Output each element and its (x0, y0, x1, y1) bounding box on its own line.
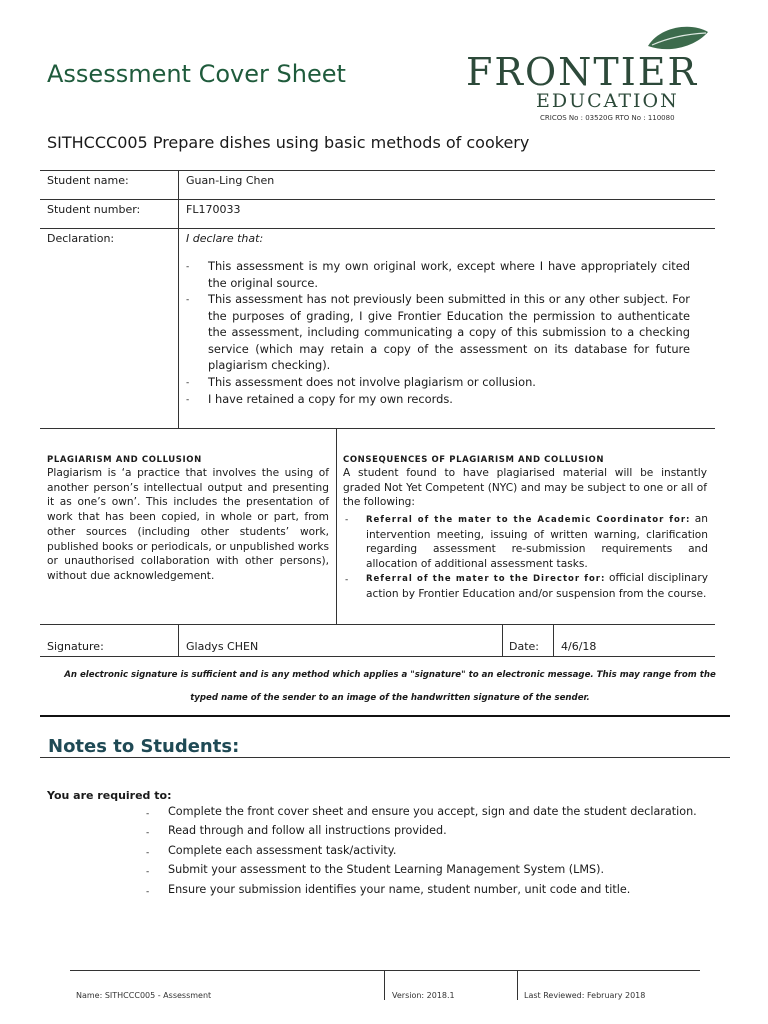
declaration-item: This assessment is my own original work, except where I have appropriately cited the original source. (208, 259, 690, 290)
note-item: Complete the front cover sheet and ensure you accept, sign and date the student declaration. (168, 805, 697, 818)
bullet: - (146, 809, 150, 819)
note-item: Read through and follow all instructions provided. (168, 824, 447, 837)
bullet: - (146, 848, 150, 858)
divider (517, 970, 518, 1000)
cricos-text: CRICOS No : 03520G RTO No : 110080 (540, 114, 675, 122)
note-item: Complete each assessment task/activity. (168, 844, 397, 857)
esignature-note: An electronic signature is sufficient and is any method which applies a "signature" to an electronic message. This may range from the (64, 670, 716, 680)
footer-version: Version: 2018.1 (392, 991, 455, 1000)
declaration-item: I have retained a copy for my own records. (208, 392, 453, 406)
note-item: Submit your assessment to the Student Learning Management System (LMS). (168, 863, 605, 876)
page-title: Assessment Cover Sheet (47, 60, 346, 88)
bullet: - (146, 867, 150, 877)
divider (40, 199, 715, 200)
signature-value: Gladys CHEN (186, 640, 259, 653)
logo-sub-text: EDUCATION (536, 90, 679, 112)
bullet: - (345, 515, 349, 525)
signature-label: Signature: (47, 640, 104, 653)
logo-main-text: FRONTIER (466, 50, 699, 94)
footer-name: Name: SITHCCC005 - Assessment (76, 991, 212, 1000)
student-number-label: Student number: (47, 203, 141, 216)
plagiarism-text: Plagiarism is ‘a practice that involves the using of another person’s intellectual output and presenting it as one’s own’. This includes the presentation of work that has been copied, in whole or part, from other sources (including other students’ work, published books or periodicals, or unpublished works or unauthorised collaboration with other persons), without due acknowledgement. (47, 467, 329, 582)
divider (502, 624, 503, 656)
bullet: - (146, 887, 150, 897)
note-item: Ensure your submission identifies your name, student number, unit code and title. (168, 883, 631, 896)
divider (553, 624, 554, 656)
divider (40, 228, 715, 229)
divider (178, 624, 179, 656)
required-heading: You are required to: (47, 789, 172, 802)
date-value: 4/6/18 (561, 640, 597, 653)
unit-name: Prepare dishes using basic methods of cookery (152, 133, 530, 152)
footer-divider (70, 970, 700, 971)
declaration-item: This assessment does not involve plagiarism or collusion. (208, 375, 536, 389)
consequence-item-coordinator (366, 512, 708, 571)
divider (336, 428, 337, 624)
divider (40, 656, 715, 657)
consequences-intro: A student found to have plagiarised material will be instantly graded Not Yet Competent (NYC) and may be subject to one or all of the following: (343, 467, 707, 509)
student-number-value: FL170033 (186, 203, 241, 216)
divider (178, 170, 179, 428)
unit-heading (47, 133, 529, 152)
bullet: - (186, 378, 190, 388)
student-name-value: Guan-Ling Chen (186, 174, 275, 187)
consequence-item-director (366, 571, 708, 601)
bullet: - (186, 395, 190, 405)
consequence-lead: Referral of the mater to the Academic Coordinator for: (366, 515, 691, 525)
divider (40, 170, 715, 171)
divider (40, 428, 715, 429)
declaration-item: This assessment has not previously been submitted in this or any other subject. For the purposes of grading, I give Frontier Education the permission to authenticate the assessment, including communicating a copy of this submission to a checking service (which may retain a copy of the assessment on its database for future plagiarism checking). (208, 292, 690, 373)
bullet: - (146, 828, 150, 838)
esignature-note: typed name of the sender to an image of the handwritten signature of the sender. (190, 693, 590, 703)
bullet: - (186, 262, 190, 272)
date-label: Date: (509, 640, 539, 653)
consequence-text: official disciplinary action by Frontier Education and/or suspension from the course. (366, 572, 708, 600)
unit-code: SITHCCC005 (47, 133, 148, 152)
notes-title: Notes to Students: (48, 736, 240, 757)
consequence-lead: Referral of the mater to the Director for: (366, 574, 606, 584)
divider (40, 757, 730, 758)
bullet: - (186, 295, 190, 305)
plagiarism-heading: PLAGIARISM AND COLLUSION (47, 455, 202, 465)
frontier-education-logo (462, 22, 730, 126)
declaration-label: Declaration: (47, 232, 115, 245)
divider (384, 970, 385, 1000)
bullet: - (345, 575, 349, 585)
footer-reviewed: Last Reviewed: February 2018 (524, 991, 646, 1000)
consequence-text: an intervention meeting, issuing of written warning, clarification regarding assessment re-submission requirements and allocation of additional assessment tasks. (366, 513, 708, 570)
consequences-heading: CONSEQUENCES OF PLAGIARISM AND COLLUSION (343, 455, 605, 465)
declaration-intro: I declare that: (186, 232, 264, 245)
student-name-label: Student name: (47, 174, 129, 187)
divider (40, 624, 715, 625)
divider (40, 715, 730, 717)
